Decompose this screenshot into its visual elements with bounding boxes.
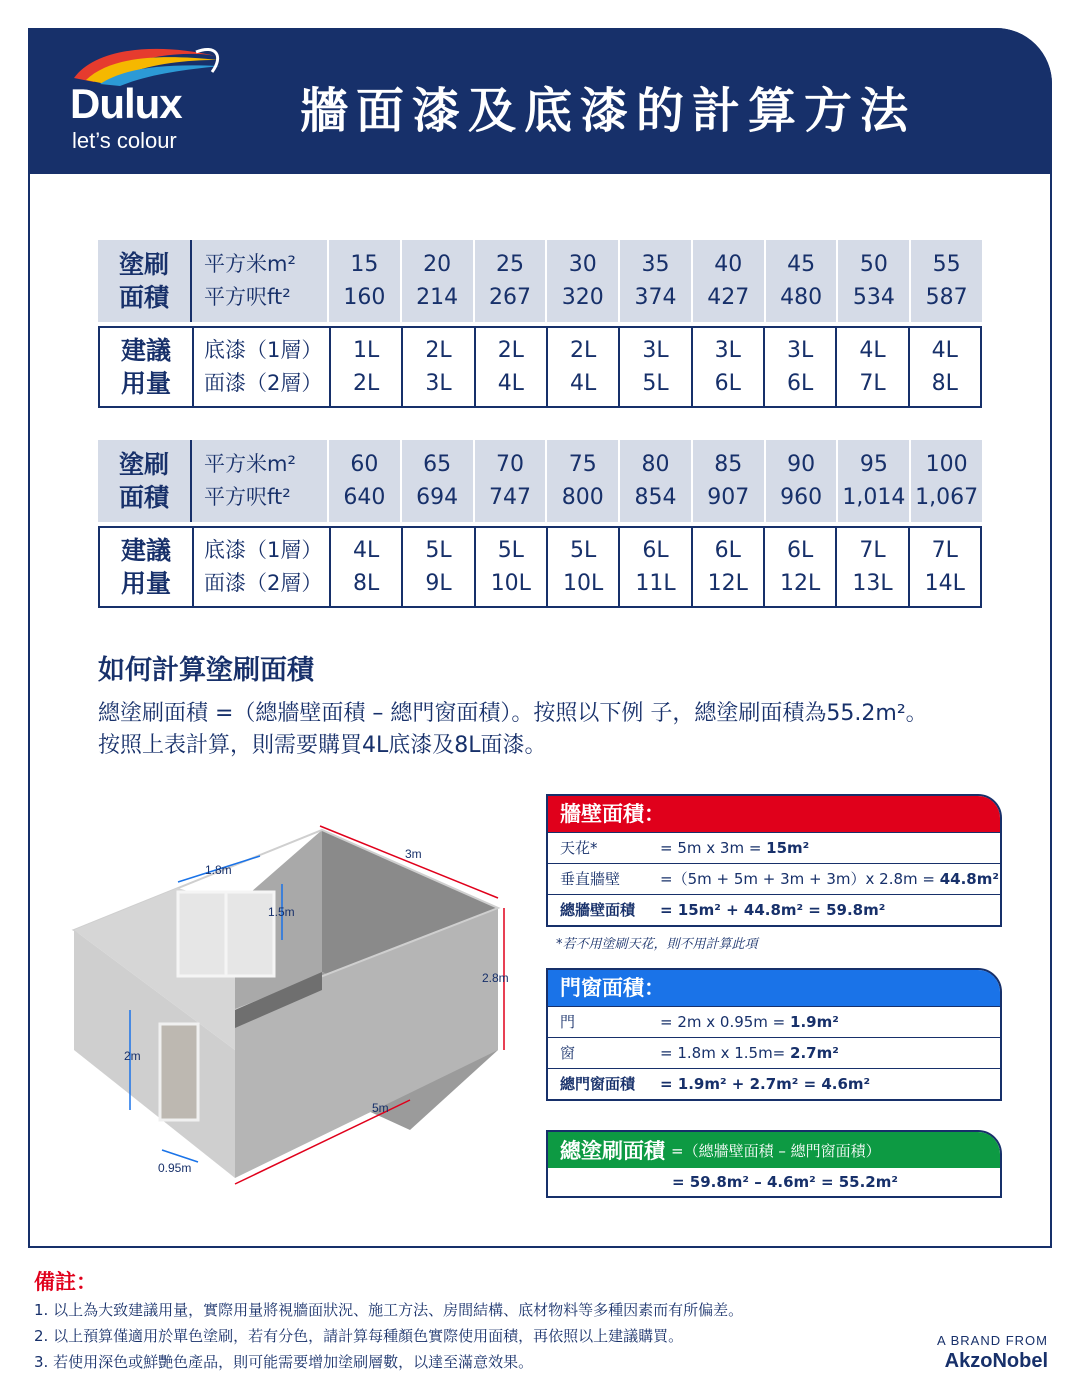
area-cell: 100 1,067 <box>909 440 982 522</box>
window-row: 窗 = 1.8m x 1.5m= 2.7m² <box>548 1037 1000 1068</box>
door-icon <box>160 1024 198 1120</box>
usage-cell: 6L 12L <box>691 528 763 606</box>
usage-cell: 3L 5L <box>618 328 690 406</box>
total-area-formula: =（總牆壁面積 – 總門窗面積） <box>671 1141 881 1160</box>
remark-item: 1. 以上為大致建議用量，實際用量將視牆面狀況、施工方法、房間結構、底材物料等多種因素而有所偏差。 <box>34 1301 744 1319</box>
height-label: 2.8m <box>482 971 509 985</box>
akzonobel-logo: AkzoNobel <box>944 1350 1048 1372</box>
area-cell: 25 267 <box>473 240 546 322</box>
brand-from-label: A BRAND FROM <box>937 1333 1048 1348</box>
usage-cell: 7L 13L <box>835 528 907 606</box>
area-cell: 30 320 <box>545 240 618 322</box>
wall-area-heading: 牆壁面積： <box>548 796 1000 832</box>
wall-area-box <box>546 794 1002 927</box>
remarks-title: 備註： <box>34 1270 97 1294</box>
area-cell: 85 907 <box>691 440 764 522</box>
page-title: 牆面漆及底漆的計算方法 <box>300 83 917 139</box>
usage-cell: 4L 8L <box>329 528 401 606</box>
vertical-walls-row: 垂直牆壁 =（5m + 5m + 3m + 3m）x 2.8m = 44.8m² <box>548 863 1000 894</box>
usage-cell: 5L 9L <box>401 528 473 606</box>
area-cell: 65 694 <box>400 440 473 522</box>
total-area-heading: 總塗刷面積 <box>560 1139 665 1163</box>
usage-cell: 2L 4L <box>546 328 618 406</box>
ceiling-row: 天花* = 5m x 3m = 15m² <box>548 832 1000 863</box>
room-diagram <box>60 810 520 1190</box>
area-cell: 20 214 <box>400 240 473 322</box>
door-height-label: 2m <box>124 1049 141 1063</box>
usage-cell: 1L 2L <box>329 328 401 406</box>
area-cell: 95 1,014 <box>836 440 909 522</box>
window-width-label: 1.8m <box>205 863 232 877</box>
total-wall-row: 總牆壁面積 = 15m² + 44.8m² = 59.8m² <box>548 894 1000 925</box>
coat-labels: 底漆（1層） 面漆（2層） <box>204 338 323 395</box>
coat-labels: 底漆（1層） 面漆（2層） <box>204 538 323 595</box>
ceiling-note: *若不用塗刷天花，則不用計算此項 <box>556 937 758 952</box>
area-cell: 15 160 <box>327 240 400 322</box>
depth-label: 3m <box>405 847 422 861</box>
unit-labels: 平方米m² 平方呎ft² <box>204 252 296 309</box>
usage-cell: 5L 10L <box>546 528 618 606</box>
usage-cell: 4L 8L <box>908 328 980 406</box>
usage-row <box>98 326 982 408</box>
area-cell: 50 534 <box>836 240 909 322</box>
howto-heading: 如何計算塗刷面積 <box>98 655 314 686</box>
area-cell: 80 854 <box>618 440 691 522</box>
area-cell: 55 587 <box>909 240 982 322</box>
dulux-logo: Dulux <box>70 80 182 127</box>
area-cell: 40 427 <box>691 240 764 322</box>
remark-item: 2. 以上預算僅適用於單色塗刷，若有分色，請計算每種顏色實際使用面積，再依照以上建議購買。 <box>34 1327 684 1345</box>
window-height-label: 1.5m <box>268 905 295 919</box>
area-cell: 90 960 <box>764 440 837 522</box>
total-area-value: = 59.8m² – 4.6m² = 55.2m² <box>672 1173 898 1191</box>
door-window-box <box>546 968 1002 1101</box>
area-cell: 60 640 <box>327 440 400 522</box>
total-door-window-row: 總門窗面積 = 1.9m² + 2.7m² = 4.6m² <box>548 1068 1000 1099</box>
usage-cell: 3L 6L <box>763 328 835 406</box>
length-label: 5m <box>372 1101 389 1115</box>
unit-labels: 平方米m² 平方呎ft² <box>204 452 296 509</box>
usage-cell: 2L 4L <box>474 328 546 406</box>
usage-cell: 2L 3L <box>401 328 473 406</box>
usage-cell: 6L 12L <box>763 528 835 606</box>
usage-cell: 3L 6L <box>691 328 763 406</box>
remark-item: 3. 若使用深色或鮮艷色產品，則可能需要增加塗刷層數，以達至滿意效果。 <box>34 1353 534 1371</box>
area-cell: 70 747 <box>473 440 546 522</box>
door-width-label: 0.95m <box>158 1161 192 1175</box>
door-window-heading: 門窗面積： <box>548 970 1000 1006</box>
usage-cell: 6L 11L <box>618 528 690 606</box>
door-row: 門 = 2m x 0.95m = 1.9m² <box>548 1006 1000 1037</box>
howto-text: 總塗刷面積 =（總牆壁面積 – 總門窗面積）。按照以下例 子，總塗刷面積為55.2m²。 按照上表計算，則需要購買4L底漆及8L面漆。 <box>98 701 928 758</box>
usage-row <box>98 526 982 608</box>
total-area-box <box>546 1130 1002 1198</box>
area-row <box>98 240 982 322</box>
usage-cell: 4L 7L <box>835 328 907 406</box>
area-label: 塗刷 面積 <box>98 240 192 322</box>
logo-tagline: let’s colour <box>72 128 177 153</box>
area-row <box>98 440 982 522</box>
usage-label: 建議 用量 <box>100 528 194 606</box>
area-cell: 75 800 <box>545 440 618 522</box>
usage-label: 建議 用量 <box>100 328 194 406</box>
area-label: 塗刷 面積 <box>98 440 192 522</box>
area-cell: 35 374 <box>618 240 691 322</box>
area-cell: 45 480 <box>764 240 837 322</box>
usage-cell: 5L 10L <box>474 528 546 606</box>
usage-cell: 7L 14L <box>908 528 980 606</box>
